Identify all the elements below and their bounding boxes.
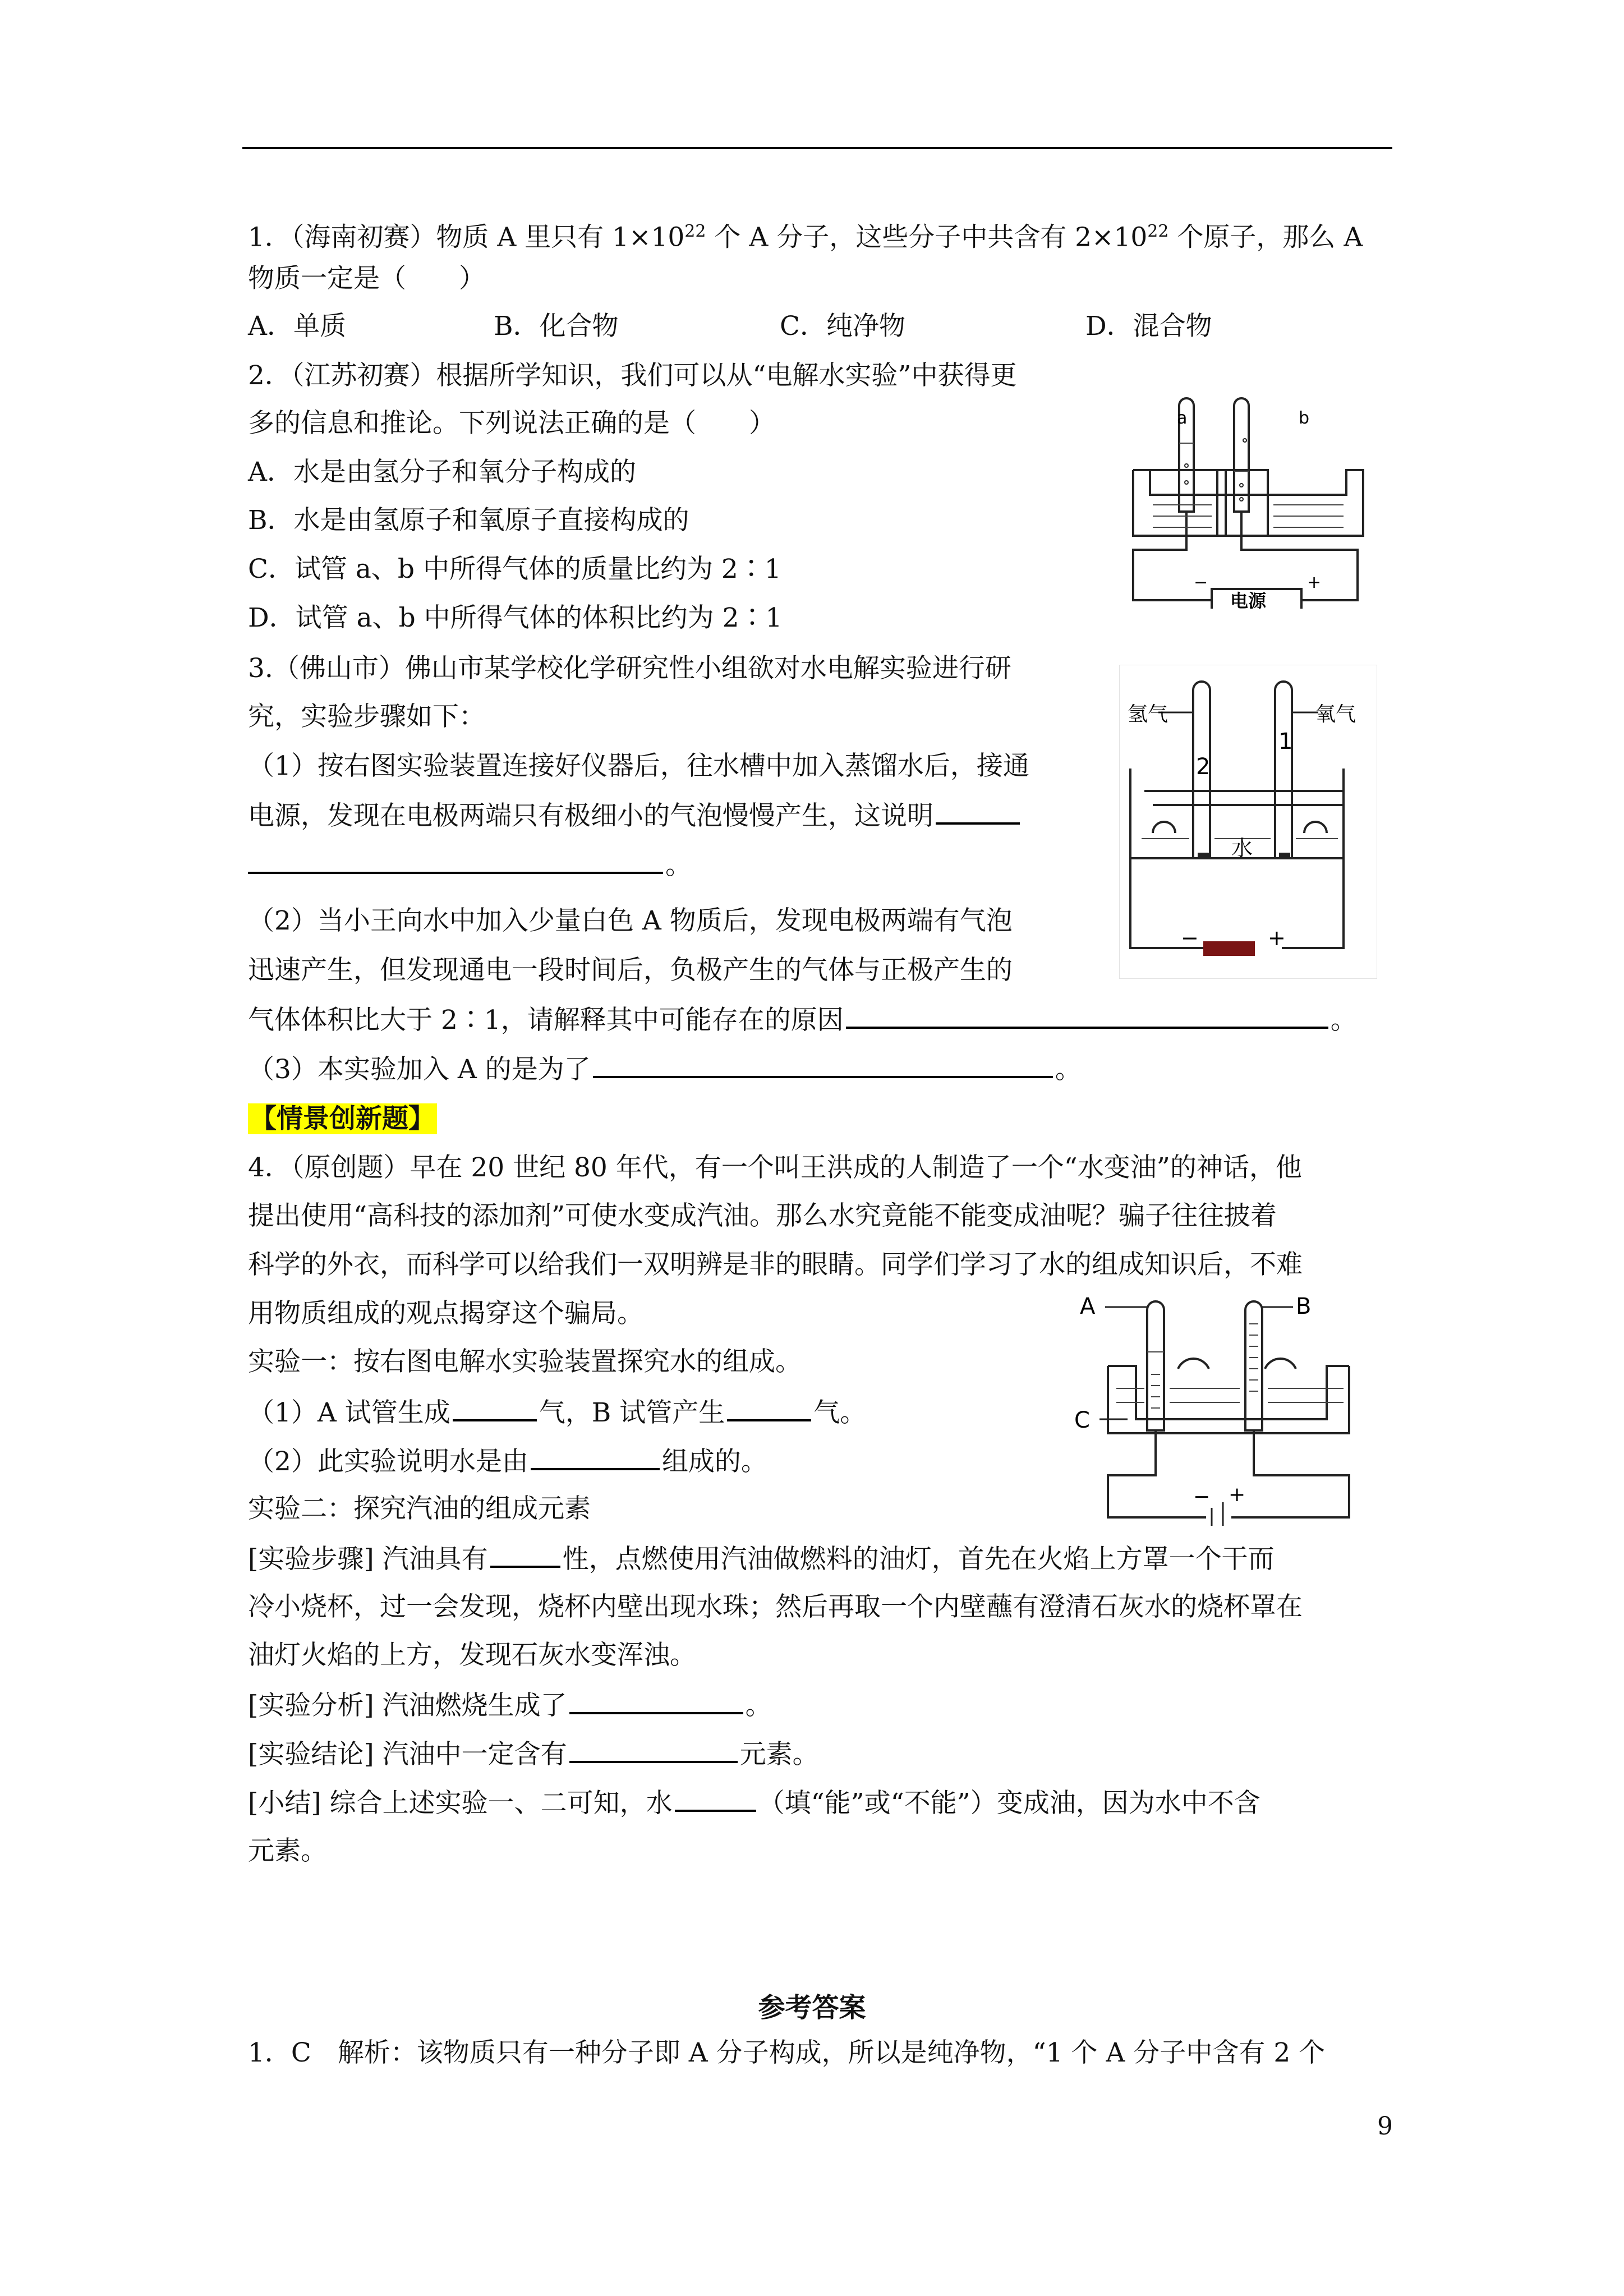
q2-fig-label-b: b bbox=[1299, 408, 1310, 428]
q3-part1-blank-a[interactable] bbox=[936, 798, 1020, 825]
q4-steps-line2: 冷小烧杯，过一会发现，烧杯内壁出现水珠；然后再取一个内壁蘸有澄清石灰水的烧杯罩在 bbox=[248, 1591, 1303, 1622]
q4-property-blank[interactable] bbox=[490, 1541, 560, 1568]
q4-electrolysis-figure bbox=[1069, 1290, 1366, 1526]
q4-experiment2-title: 实验二：探究汽油的组成元素 bbox=[248, 1493, 591, 1524]
q4-analysis: [实验分析] 汽油燃烧生成了 。 bbox=[248, 1687, 772, 1723]
page-number: 9 bbox=[1377, 2112, 1393, 2141]
q3-part1-line1: （1）按右图实验装置连接好仪器后，往水槽中加入蒸馏水后，接通 bbox=[248, 751, 1029, 781]
q3-fig-tube-1: 1 bbox=[1278, 729, 1293, 754]
q3-fig-water-label: 水 bbox=[1231, 836, 1253, 861]
q4-steps-line3: 油灯火焰的上方，发现石灰水变浑浊。 bbox=[248, 1640, 696, 1671]
q2-fig-power-label: 电源 bbox=[1230, 590, 1267, 609]
q4-experiment1-part2: （2）此实验说明水是由 组成的。 bbox=[248, 1443, 767, 1479]
q4-water-composition-blank[interactable] bbox=[531, 1443, 660, 1470]
q3-part2-line2: 迅速产生，但发现通电一段时间后，负极产生的气体与正极产生的 bbox=[248, 955, 1013, 986]
answers-title: 参考答案 bbox=[758, 1992, 866, 2023]
answer-1: 1．C 解析：该物质只有一种分子即 A 分子构成，所以是纯净物，“1 个 A 分子中含有 2 个 bbox=[248, 2037, 1326, 2068]
q1-option-a: A．单质 bbox=[248, 311, 346, 342]
q4-line2: 提出使用“高科技的添加剂”可使水变成汽油。那么水究竟能不能变成油呢？骗子往往披着 bbox=[248, 1200, 1277, 1231]
q2-option-c: C．试管 a、b 中所得气体的质量比约为 2∶1 bbox=[248, 554, 781, 585]
q4-steps-line1: [实验步骤] 汽油具有 性，点燃使用汽油做燃料的油灯，首先在火焰上方罩一个干而 bbox=[248, 1541, 1275, 1576]
q2-line1: 2．（江苏初赛）根据所学知识，我们可以从“电解水实验”中获得更 bbox=[248, 360, 1017, 391]
q4-conclusion: [实验结论] 汽油中一定含有 元素。 bbox=[248, 1736, 819, 1772]
q1-line1: 1．（海南初赛）物质 A 里只有 $1\times 10^{22}$ 个 A 分子，这些分子中共含有 $2\times 10^{22}$ 个原子，那么 A bbox=[248, 222, 1363, 253]
q3-part3-line: （3）本实验加入 A 的是为了 。 bbox=[248, 1051, 1082, 1087]
q4-fig-label-c: C bbox=[1074, 1407, 1090, 1433]
q4-conclusion-blank[interactable] bbox=[569, 1736, 738, 1763]
q4-experiment1-title: 实验一：按右图电解水实验装置探究水的组成。 bbox=[248, 1346, 802, 1377]
section-heading: 【情景创新题】 bbox=[248, 1102, 437, 1136]
q3-part3-blank[interactable] bbox=[593, 1051, 1053, 1078]
q2-electrolysis-figure bbox=[1128, 387, 1369, 609]
q3-fig-minus: − bbox=[1181, 926, 1199, 950]
q1-option-c: C．纯净物 bbox=[780, 311, 905, 342]
q4-summary-line2: 元素。 bbox=[248, 1835, 327, 1866]
header-rule bbox=[242, 147, 1392, 149]
q4-summary-line1: [小结] 综合上述实验一、二可知，水 （填“能”或“不能”）变成油，因为水中不含 bbox=[248, 1785, 1260, 1820]
q1-option-b: B．化合物 bbox=[494, 311, 619, 342]
q4-fig-label-b: B bbox=[1296, 1294, 1312, 1319]
q1-option-d: D．混合物 bbox=[1085, 311, 1212, 342]
q3-fig-hydrogen-label: 氢气 bbox=[1128, 703, 1168, 726]
q4-fig-minus: − bbox=[1193, 1485, 1211, 1508]
q4-fig-plus: + bbox=[1229, 1483, 1246, 1506]
q2-line2: 多的信息和推论。下列说法正确的是（ ） bbox=[248, 408, 775, 439]
q2-option-d: D．试管 a、b 中所得气体的体积比约为 2∶1 bbox=[248, 602, 783, 633]
q4-tube-a-blank[interactable] bbox=[453, 1395, 537, 1421]
q3-part2-line3: 气体体积比大于 2∶1，请解释其中可能存在的原因 。 bbox=[248, 1002, 1357, 1037]
q3-part2-blank[interactable] bbox=[846, 1002, 1328, 1029]
q4-line3: 科学的外衣，而科学可以给我们一双明辨是非的眼睛。同学们学习了水的组成知识后，不难 bbox=[248, 1249, 1303, 1280]
q3-fig-oxygen-label: 氧气 bbox=[1315, 703, 1356, 726]
q3-part1-line2: 电源，发现在电极两端只有极细小的气泡慢慢产生，这说明 bbox=[248, 798, 1022, 833]
q3-part1-line3: 。 bbox=[248, 847, 692, 882]
q4-analysis-blank[interactable] bbox=[569, 1687, 743, 1714]
q3-fig-plus: + bbox=[1268, 926, 1286, 950]
q3-electrolysis-figure bbox=[1119, 665, 1377, 979]
q2-option-a: A．水是由氢分子和氧分子构成的 bbox=[248, 457, 636, 487]
q4-line1: 4．（原创题）早在 20 世纪 80 年代，有一个叫王洪成的人制造了一个“水变油”的神话，他 bbox=[248, 1152, 1302, 1183]
q3-line2: 究，实验步骤如下： bbox=[248, 701, 485, 732]
q2-option-b: B．水是由氢原子和氧原子直接构成的 bbox=[248, 505, 689, 536]
q4-fig-label-a: A bbox=[1080, 1294, 1096, 1319]
q1-line2: 物质一定是（ ） bbox=[248, 263, 485, 294]
q2-fig-plus: + bbox=[1307, 573, 1322, 592]
q4-experiment1-part1: （1）A 试管生成 气，B 试管产生 气。 bbox=[248, 1395, 866, 1430]
q3-part2-line1: （2）当小王向水中加入少量白色 A 物质后，发现电极两端有气泡 bbox=[248, 905, 1013, 936]
q2-fig-minus: − bbox=[1194, 573, 1208, 592]
q2-fig-label-a: a bbox=[1177, 408, 1188, 428]
q4-line4: 用物质组成的观点揭穿这个骗局。 bbox=[248, 1298, 643, 1329]
q3-line1: 3.（佛山市）佛山市某学校化学研究性小组欲对水电解实验进行研 bbox=[248, 653, 1011, 684]
q4-tube-b-blank[interactable] bbox=[727, 1395, 811, 1421]
q3-fig-tube-2: 2 bbox=[1196, 754, 1211, 780]
q3-part1-blank-b[interactable] bbox=[248, 847, 663, 874]
q4-summary-blank[interactable] bbox=[675, 1785, 756, 1812]
